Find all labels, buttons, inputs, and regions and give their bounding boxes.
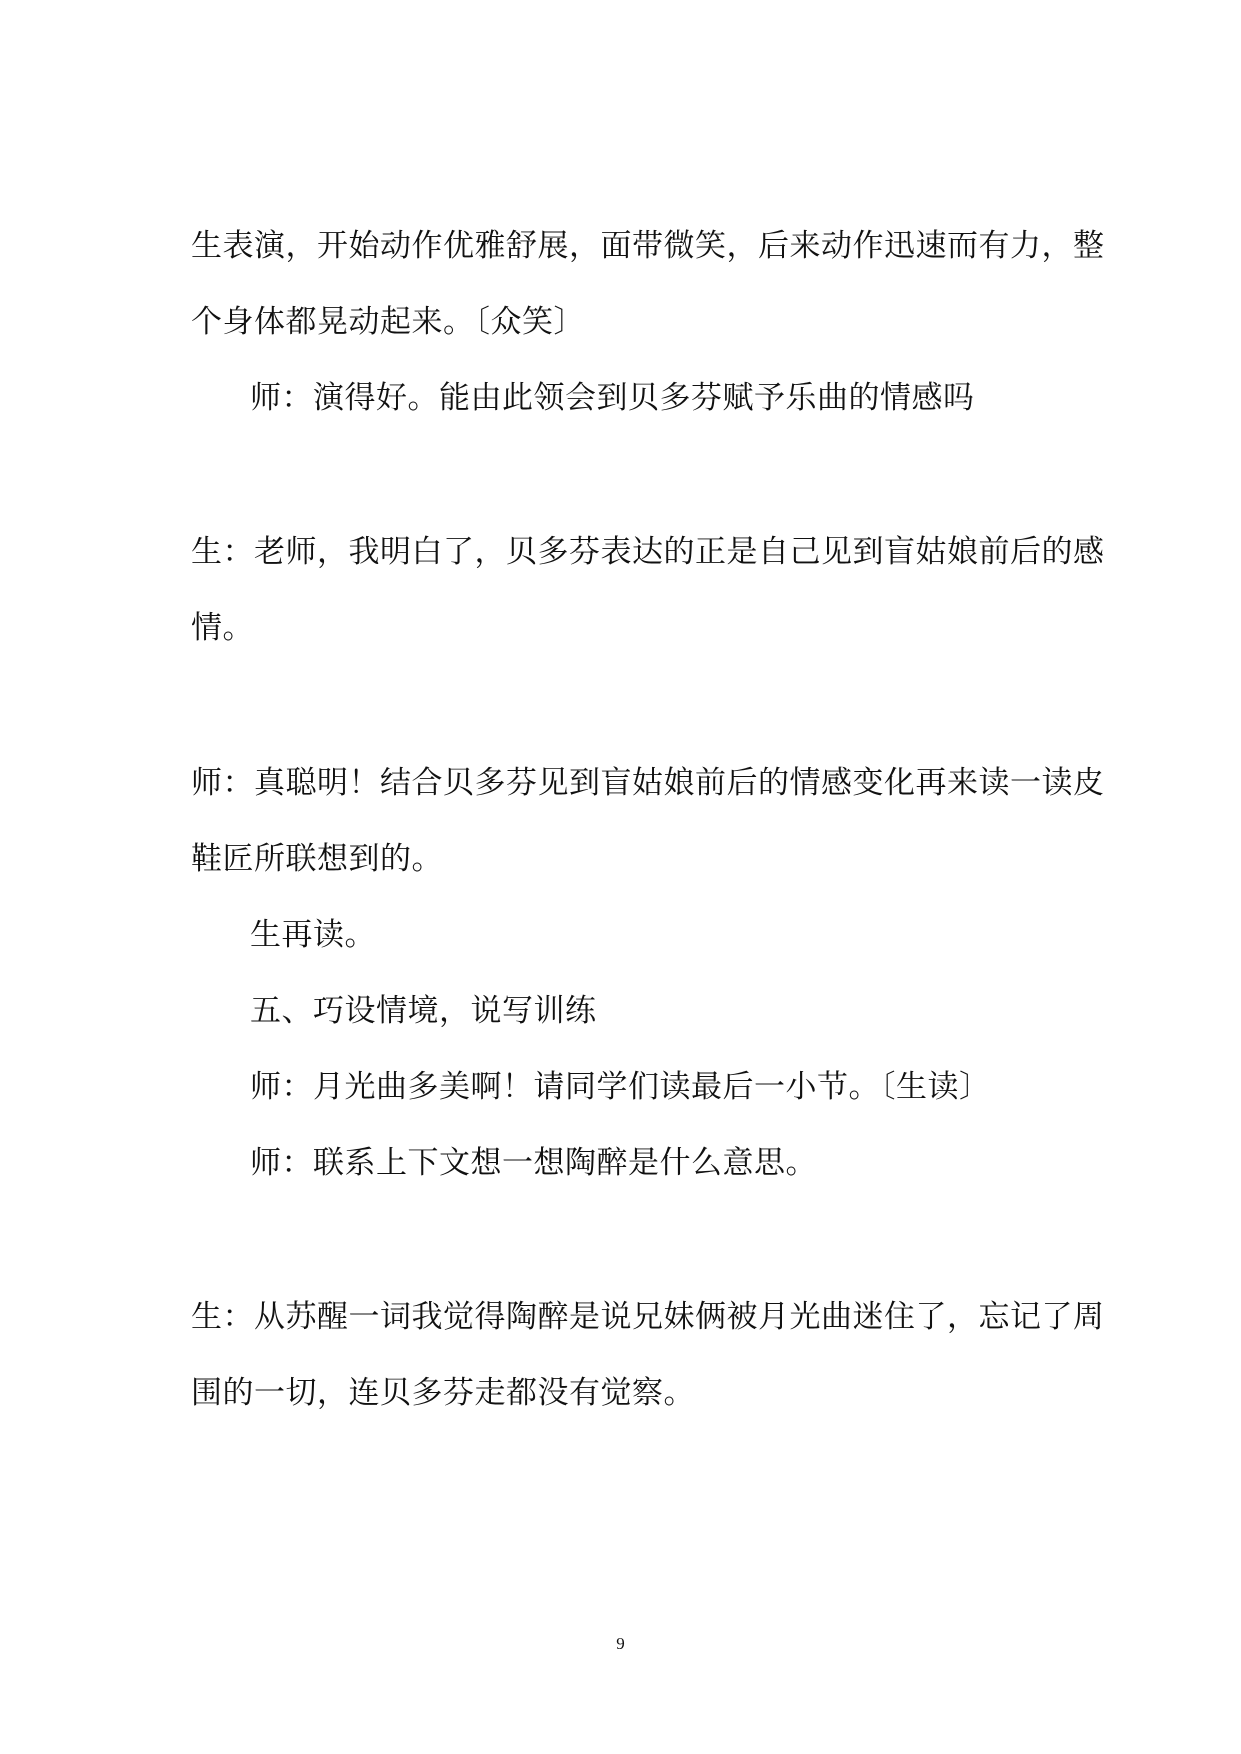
text-line-1: 生表演，开始动作优雅舒展，面带微笑，后来动作迅速而有力，整 [191,228,1105,264]
text-line-5: 情。 [191,610,254,646]
section-heading: 五、巧设情境，说写训练 [250,993,597,1029]
text-line-3: 师：演得好。能由此领会到贝多芬赋予乐曲的情感吗 [250,380,975,416]
text-line-12: 生：从苏醒一词我觉得陶醉是说兄妹俩被月光曲迷住了，忘记了周 [191,1299,1105,1335]
text-line-2: 个身体都晃动起来。〔众笑〕 [191,304,585,340]
text-line-7: 鞋匠所联想到的。 [191,841,443,877]
text-line-13: 围的一切，连贝多芬走都没有觉察。 [191,1375,695,1411]
text-line-4: 生：老师，我明白了，贝多芬表达的正是自己见到盲姑娘前后的感 [191,534,1105,570]
text-line-8: 生再读。 [250,917,376,953]
text-line-6: 师：真聪明！结合贝多芬见到盲姑娘前后的情感变化再来读一读皮 [191,765,1105,801]
text-line-10: 师：月光曲多美啊！请同学们读最后一小节。〔生读〕 [250,1069,991,1105]
text-line-11: 师：联系上下文想一想陶醉是什么意思。 [250,1145,817,1181]
page-number: 9 [616,1634,625,1653]
